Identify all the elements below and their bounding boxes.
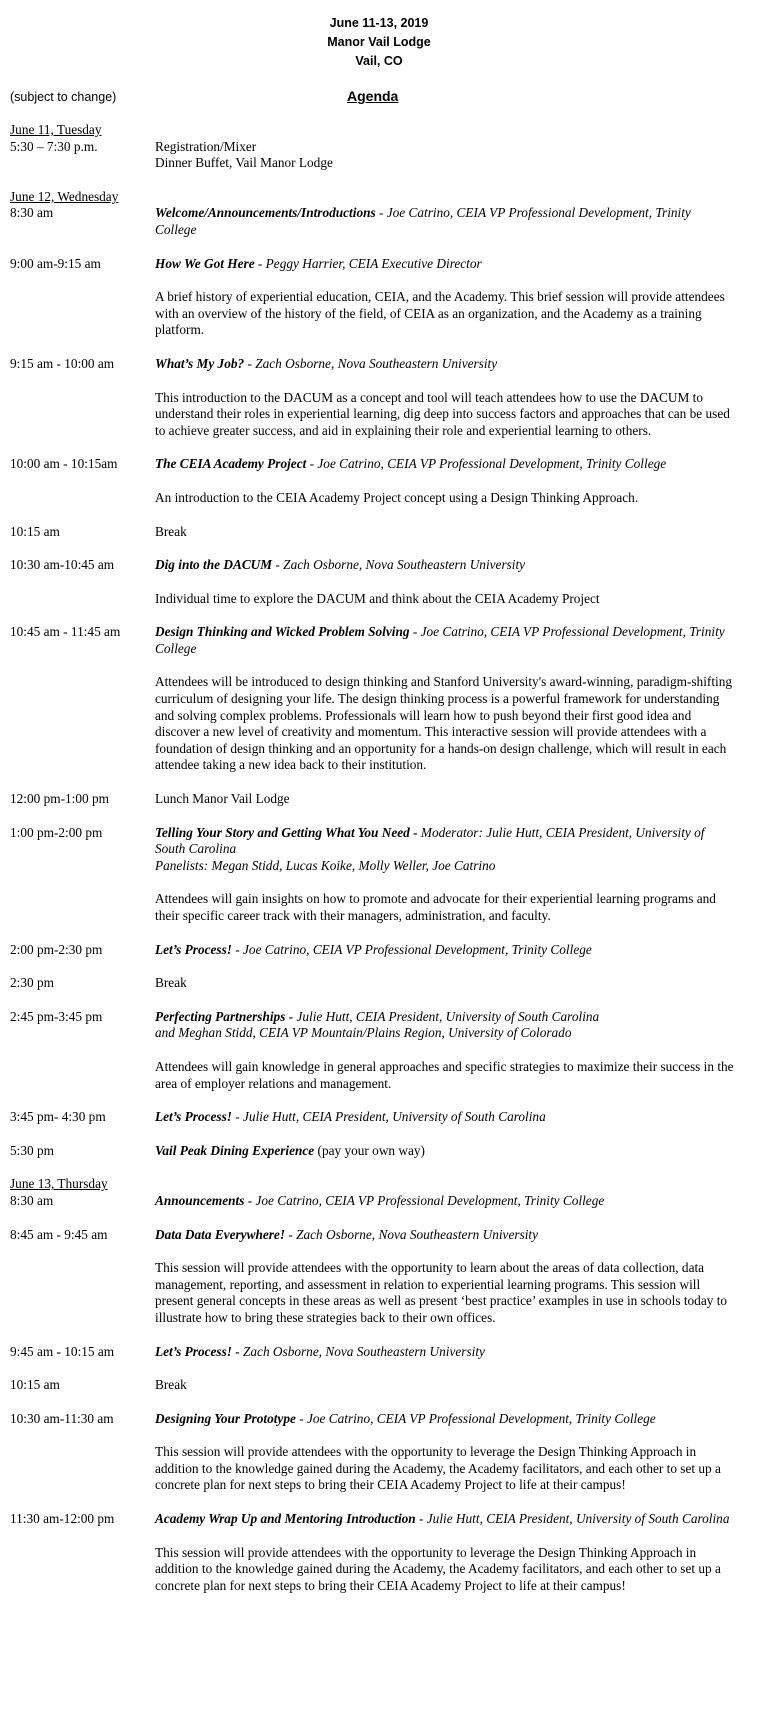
session-body (155, 1411, 735, 1494)
session-heading (155, 1511, 735, 1528)
session-body (155, 975, 735, 992)
session-plain: Lunch Manor Vail Lodge (155, 791, 290, 807)
session-body (155, 256, 735, 339)
agenda-session (0, 825, 758, 925)
session-title: Vail Peak Dining Experience (155, 1142, 315, 1158)
session-presenter: Julie Hutt, CEIA President, University of South Carolina (293, 1008, 600, 1024)
session-heading (155, 1109, 735, 1126)
session-title: Announcements (155, 1192, 245, 1208)
session-time: 5:30 – 7:30 p.m. (10, 138, 98, 154)
agenda-session (0, 1193, 758, 1210)
session-presenter: - Julie Hutt, CEIA President, University of South Carolina (415, 1511, 730, 1527)
session-time: 11:30 am-12:00 pm (10, 1511, 115, 1527)
session-body (155, 1109, 735, 1126)
session-heading (155, 256, 735, 273)
session-spacer (0, 507, 758, 524)
session-time: 2:45 pm-3:45 pm (10, 1008, 103, 1024)
session-title: The CEIA Academy Project (155, 456, 307, 472)
agenda-content (0, 122, 758, 1594)
agenda-session (0, 1511, 758, 1594)
session-time: 9:45 am - 10:15 am (10, 1343, 115, 1359)
session-line: Dinner Buffet, Vail Manor Lodge (155, 155, 333, 171)
session-description: Attendees will gain knowledge in general approaches and specific strategies to maximize their success in the area of employer relations and management. (155, 1058, 734, 1091)
session-description: This session will provide attendees with the opportunity to leverage the Design Thinking Approach in addition to the knowledge gained during the Academy, the Academy facilitators, and each other to set up a concrete plan for next steps to bring their CEIA Academy Project to life at their campus! (155, 1544, 721, 1593)
event-header (0, 14, 758, 71)
session-title: Let’s Process! (155, 1109, 232, 1125)
session-time: 10:30 am-10:45 am (10, 557, 115, 573)
session-body (155, 1227, 735, 1327)
session-spacer (0, 1494, 758, 1511)
session-heading (155, 624, 735, 657)
session-presenter: Moderator: Julie Hutt, CEIA President, University of South Carolina (155, 824, 705, 857)
session-time: 10:00 am - 10:15am (10, 456, 118, 472)
day-label: June 11, Tuesday (10, 122, 102, 137)
session-spacer (0, 439, 758, 456)
session-heading (155, 1009, 735, 1026)
agenda-session (0, 456, 758, 506)
session-presenter: - Joe Catrino, CEIA VP Professional Development, Trinity College (244, 1192, 605, 1208)
session-presenter: - Julie Hutt, CEIA President, University of South Carolina (231, 1109, 546, 1125)
session-time: 1:00 pm-2:00 pm (10, 824, 103, 840)
session-time: 9:15 am - 10:00 am (10, 355, 115, 371)
agenda-session (0, 1227, 758, 1327)
session-body (155, 456, 735, 506)
session-heading (155, 942, 735, 959)
session-body (155, 1344, 735, 1361)
session-body (155, 356, 735, 439)
session-time: 2:30 pm (10, 975, 54, 991)
agenda-session (0, 1344, 758, 1361)
session-plain: Break (155, 523, 187, 539)
session-time: 12:00 pm-1:00 pm (10, 791, 109, 807)
session-presenter: - Joe Catrino, CEIA VP Professional Development, Trinity College (155, 624, 725, 656)
session-title: What’s My Job? (155, 355, 245, 371)
session-body (155, 825, 735, 925)
session-body (155, 524, 735, 541)
session-title: Welcome/Announcements/Introductions (155, 205, 376, 221)
session-body (155, 1009, 735, 1092)
day-spacer (0, 1159, 758, 1176)
session-presenter: - Joe Catrino, CEIA VP Professional Development, Trinity College (155, 205, 691, 237)
session-panelists: and Meghan Stidd, CEIA VP Mountain/Plains Region, University of Colorado (155, 1025, 572, 1041)
session-body (155, 624, 735, 774)
agenda-title: Agenda (347, 88, 399, 104)
session-body (155, 791, 735, 808)
session-time: 8:30 am (10, 205, 54, 221)
session-title: Data Data Everywhere! (155, 1226, 286, 1242)
subject-to-change-note: (subject to change) (10, 90, 117, 104)
session-spacer (0, 925, 758, 942)
session-heading (155, 356, 735, 373)
session-heading (155, 1411, 735, 1428)
session-time: 10:45 am - 11:45 am (10, 624, 121, 640)
agenda-session (0, 1411, 758, 1494)
session-heading (155, 1344, 735, 1361)
agenda-session (0, 975, 758, 992)
session-description: Individual time to explore the DACUM and think about the CEIA Academy Project (155, 590, 600, 606)
session-time: 8:45 am - 9:45 am (10, 1226, 108, 1242)
session-description: Attendees will be introduced to design thinking and Stanford University's award-winning, paradigm-shifting curriculum of designing your life. The design thinking process is a powerful framework for understanding and solving complex problems. Professionals will learn how to push beyond their first good idea and discover a new level of creativity and momentum. This interactive session will provide attendees with a foundation of design thinking and an opportunity for a hands-on design challenge, which will result in each attendee taking a new idea back to their institution. (155, 674, 733, 773)
agenda-session (0, 205, 758, 238)
session-description: This introduction to the DACUM as a concept and tool will teach attendees how to use the DACUM to understand their roles in experiential learning, dig deep into success factors and approaches that can be used to achieve greater success, and aid in explaining their role and experiential learning to others. (155, 389, 730, 438)
session-heading (155, 1227, 735, 1244)
session-description: This session will provide attendees with the opportunity to learn about the areas of data collection, data management, reporting, and assessment in relation to experiential learning programs. This session will present general concepts in these areas as well as present ‘best practice’ examples in use in schools today to illustrate how to bring these strategies back to their own offices. (155, 1260, 728, 1325)
session-presenter: - Joe Catrino, CEIA VP Professional Development, Trinity College (306, 456, 667, 472)
session-presenter: - Joe Catrino, CEIA VP Professional Development, Trinity College (231, 941, 592, 957)
agenda-session (0, 139, 758, 172)
session-presenter: Zach Osborne, Nova Southeastern University (239, 1343, 485, 1359)
session-spacer (0, 774, 758, 791)
session-body (155, 1143, 735, 1160)
session-title: Let’s Process! (155, 941, 232, 957)
session-spacer (0, 1360, 758, 1377)
session-spacer (0, 1092, 758, 1109)
session-description: An introduction to the CEIA Academy Project concept using a Design Thinking Approach. (155, 489, 639, 505)
session-title: How We Got Here (155, 255, 255, 271)
agenda-session (0, 624, 758, 774)
session-title: Telling Your Story and Getting What You Need - (155, 824, 418, 840)
session-spacer (0, 1210, 758, 1227)
day-spacer (0, 172, 758, 189)
session-body (155, 1511, 735, 1594)
session-description: This session will provide attendees with the opportunity to leverage the Design Thinking Approach in addition to the knowledge gained during the Academy, the Academy facilitators, and each other to set up a concrete plan for next steps to bring their CEIA Academy Project to life at their campus! (155, 1444, 721, 1493)
agenda-session (0, 942, 758, 959)
session-body (155, 1193, 735, 1210)
session-plain: Break (155, 975, 187, 991)
session-spacer (0, 958, 758, 975)
session-panelists: Panelists: Megan Stidd, Lucas Koike, Molly Weller, Joe Catrino (155, 857, 496, 873)
session-time: 10:15 am (10, 1377, 60, 1393)
agenda-session (0, 1109, 758, 1126)
session-time: 10:15 am (10, 523, 60, 539)
session-time: 9:00 am-9:15 am (10, 255, 101, 271)
session-description: A brief history of experiential education, CEIA, and the Academy. This brief session will provide attendees with an overview of the history of the field, of CEIA as an organization, and the Academy as a training platform. (155, 289, 725, 338)
session-title: Academy Wrap Up and Mentoring Introduction (155, 1511, 416, 1527)
session-spacer (0, 339, 758, 356)
session-time: 3:45 pm- 4:30 pm (10, 1109, 106, 1125)
session-spacer (0, 992, 758, 1009)
agenda-session (0, 356, 758, 439)
session-spacer (0, 1394, 758, 1411)
session-heading (155, 456, 735, 473)
session-spacer (0, 540, 758, 557)
session-time: 8:30 am (10, 1192, 54, 1208)
session-presenter: - Joe Catrino, CEIA VP Professional Development, Trinity College (295, 1410, 656, 1426)
session-line: Registration/Mixer (155, 138, 257, 154)
session-presenter: - Peggy Harrier, CEIA Executive Director (254, 255, 482, 271)
session-heading (155, 1193, 735, 1210)
session-title: Dig into the DACUM (155, 557, 273, 573)
session-title: Let’s Process! - (155, 1343, 240, 1359)
session-description: Attendees will gain insights on how to promote and advocate for their experiential learning programs and their specific career track with their managers, administration, and faculty. (155, 891, 716, 923)
session-spacer (0, 239, 758, 256)
session-plain: Break (155, 1377, 187, 1393)
session-time: 5:30 pm (10, 1142, 54, 1158)
session-presenter: - Zach Osborne, Nova Southeastern University (285, 1226, 538, 1242)
session-time: 2:00 pm-2:30 pm (10, 941, 103, 957)
session-heading (155, 557, 735, 574)
session-time: 10:30 am-11:30 am (10, 1410, 114, 1426)
session-title: Perfecting Partnerships - (155, 1008, 294, 1024)
event-dates: June 11-13, 2019 (329, 16, 429, 30)
session-title: Design Thinking and Wicked Problem Solving (155, 624, 410, 640)
day-label: June 12, Wednesday (10, 188, 119, 204)
session-suffix: (pay your own way) (314, 1142, 425, 1158)
agenda-session (0, 791, 758, 808)
session-presenter: - Zach Osborne, Nova Southeastern University (244, 355, 498, 371)
event-venue: Manor Vail Lodge (327, 35, 431, 49)
session-spacer (0, 1327, 758, 1344)
session-body (155, 942, 735, 959)
session-heading (155, 205, 735, 238)
session-spacer (0, 808, 758, 825)
session-spacer (0, 607, 758, 624)
agenda-session (0, 1143, 758, 1160)
agenda-session (0, 524, 758, 541)
agenda-session (0, 557, 758, 607)
session-body (155, 205, 735, 238)
event-location: Vail, CO (355, 54, 403, 68)
day-label: June 13, Thursday (10, 1176, 108, 1192)
session-body (155, 1377, 735, 1394)
session-heading (155, 1143, 735, 1160)
agenda-session (0, 256, 758, 339)
session-presenter: - Zach Osborne, Nova Southeastern University (272, 557, 526, 573)
session-heading (155, 825, 735, 858)
session-title: Designing Your Prototype (155, 1410, 296, 1426)
agenda-session (0, 1009, 758, 1092)
session-body (155, 557, 735, 607)
agenda-session (0, 1377, 758, 1394)
session-spacer (0, 1126, 758, 1143)
session-body (155, 139, 735, 172)
